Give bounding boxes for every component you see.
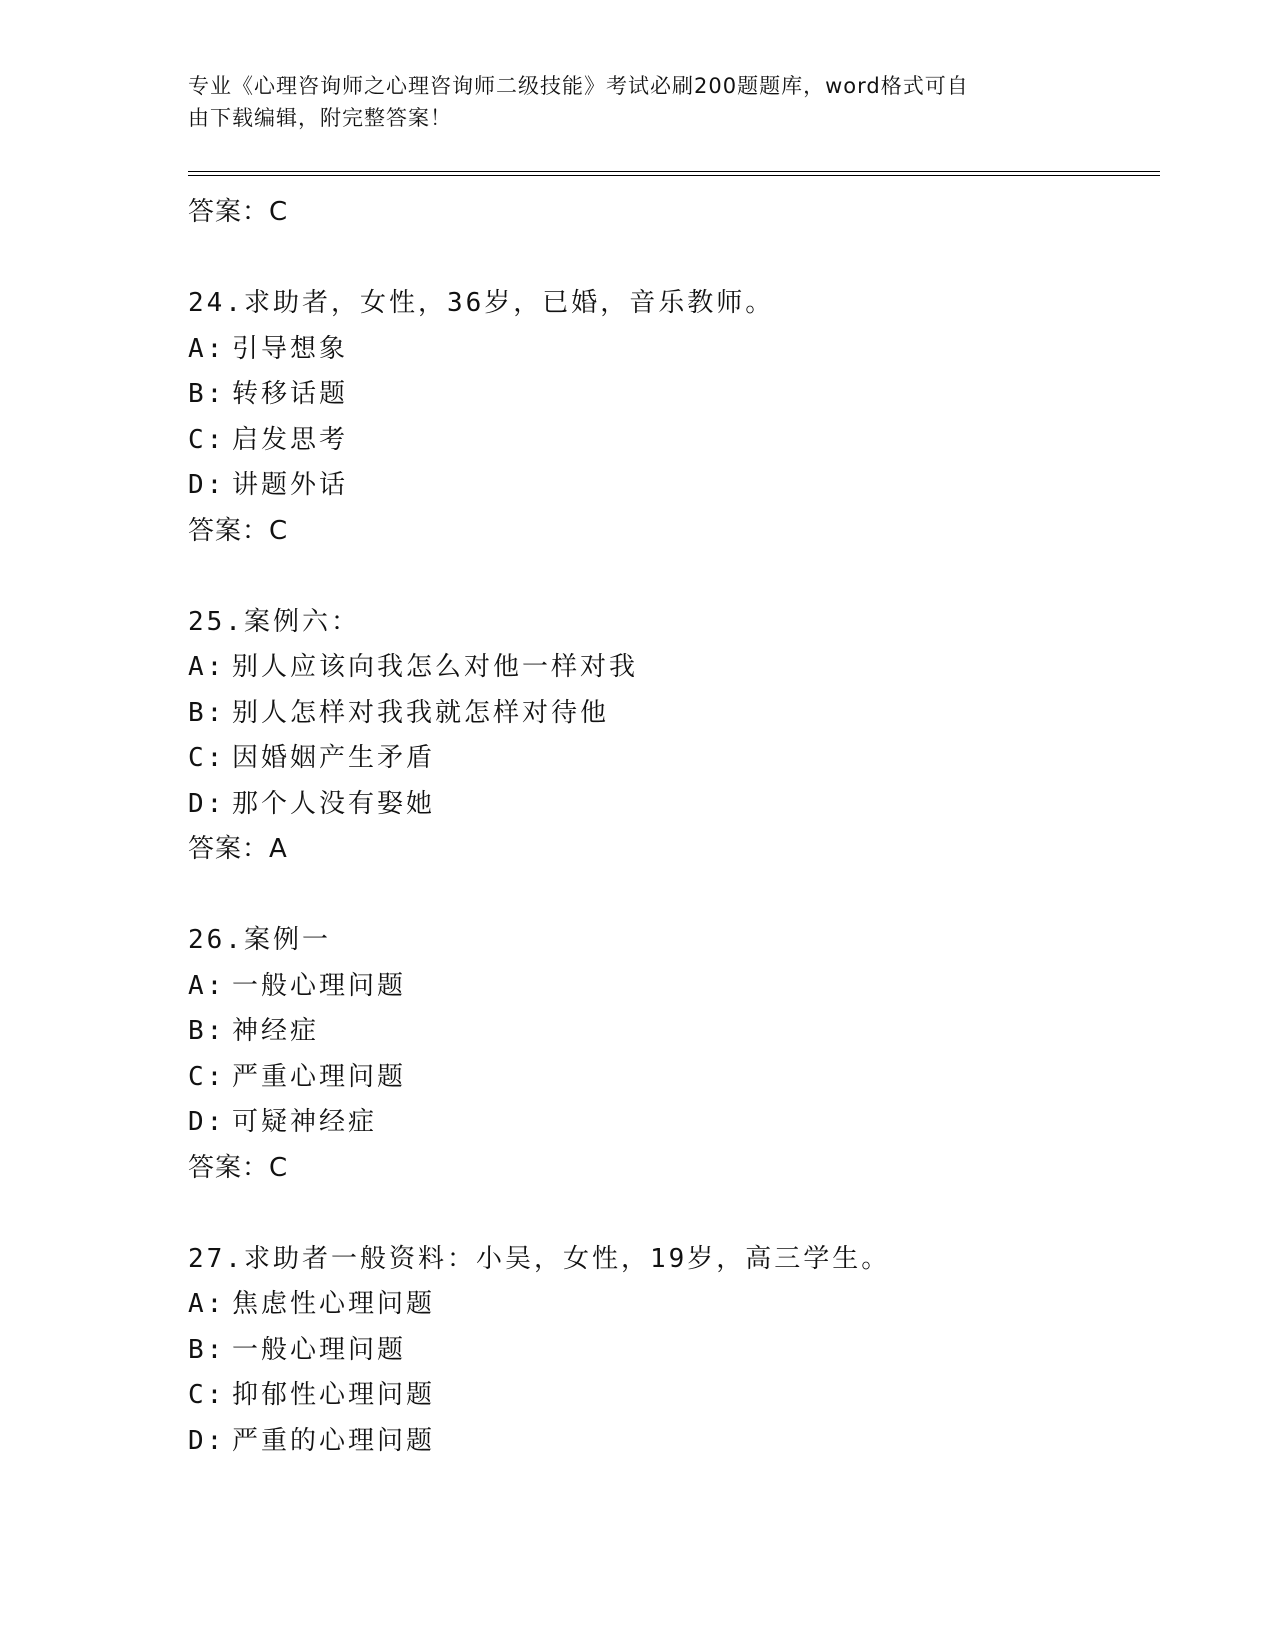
option-letter: C: xyxy=(188,1380,226,1410)
option-letter: C: xyxy=(188,424,226,455)
question-block xyxy=(188,918,1148,1191)
option-text: 因婚姻产生矛盾 xyxy=(232,743,436,773)
option-a xyxy=(188,964,1148,1010)
answer-line: 答案：A xyxy=(188,834,288,864)
option-text: 引导想象 xyxy=(232,333,349,364)
question-stem: 25.案例六： xyxy=(188,606,360,637)
option-a xyxy=(188,645,1148,691)
option-text: 严重心理问题 xyxy=(232,1061,407,1092)
option-a xyxy=(188,327,1148,373)
option-letter: D: xyxy=(188,1107,226,1137)
question-stem: 26.案例一 xyxy=(188,925,331,955)
header-line-1: 专业《心理咨询师之心理咨询师二级技能》考试必刷200题题库，word格式可自 xyxy=(188,74,969,98)
option-letter: B: xyxy=(188,697,226,728)
option-text: 一般心理问题 xyxy=(232,1334,407,1365)
option-letter: C: xyxy=(188,1061,226,1092)
option-text: 神经症 xyxy=(232,1016,320,1046)
question-list xyxy=(188,190,1148,1464)
header-rule-bottom xyxy=(188,175,1160,176)
spacer xyxy=(188,235,1148,281)
option-text: 启发思考 xyxy=(232,424,349,455)
question-block xyxy=(188,1237,1148,1465)
document-header xyxy=(188,70,1068,134)
option-text: 讲题外话 xyxy=(232,470,349,500)
option-c xyxy=(188,418,1148,464)
header-line-2: 由下载编辑，附完整答案！ xyxy=(188,106,452,130)
option-text: 一般心理问题 xyxy=(232,970,407,1001)
option-d xyxy=(188,782,1148,828)
option-letter: B: xyxy=(188,1334,226,1365)
option-b xyxy=(188,1328,1148,1374)
spacer xyxy=(188,1191,1148,1237)
answer-line: 答案：C xyxy=(188,197,289,227)
option-c xyxy=(188,736,1148,782)
answer-line: 答案：C xyxy=(188,515,289,546)
option-text: 别人怎样对我我就怎样对待他 xyxy=(232,697,610,728)
question-stem: 24.求助者，女性，36岁，已婚，音乐教师。 xyxy=(188,288,775,318)
option-letter: B: xyxy=(188,379,226,409)
option-letter: C: xyxy=(188,743,226,773)
option-text: 抑郁性心理问题 xyxy=(232,1380,436,1410)
option-text: 别人应该向我怎么对他一样对我 xyxy=(232,652,639,682)
option-text: 转移话题 xyxy=(232,379,349,409)
option-d xyxy=(188,1419,1148,1465)
question-block xyxy=(188,600,1148,873)
option-letter: B: xyxy=(188,1016,226,1046)
option-letter: A: xyxy=(188,970,226,1001)
answer-line: 答案：C xyxy=(188,1152,289,1183)
option-a xyxy=(188,1282,1148,1328)
option-letter: A: xyxy=(188,652,226,682)
spacer xyxy=(188,554,1148,600)
option-d xyxy=(188,1100,1148,1146)
option-text: 严重的心理问题 xyxy=(232,1425,436,1456)
option-b xyxy=(188,691,1148,737)
spacer xyxy=(188,872,1148,918)
question-block xyxy=(188,281,1148,554)
option-c xyxy=(188,1373,1148,1419)
option-text: 焦虑性心理问题 xyxy=(232,1289,436,1319)
option-b xyxy=(188,372,1148,418)
header-rule-top xyxy=(188,171,1160,172)
option-b xyxy=(188,1009,1148,1055)
option-letter: D: xyxy=(188,470,226,500)
option-text: 可疑神经症 xyxy=(232,1107,378,1137)
option-d xyxy=(188,463,1148,509)
option-letter: D: xyxy=(188,1425,226,1456)
option-letter: A: xyxy=(188,1289,226,1319)
option-text: 那个人没有娶她 xyxy=(232,788,436,819)
question-stem: 27.求助者一般资料：小吴，女性，19岁，高三学生。 xyxy=(188,1243,891,1274)
option-letter: D: xyxy=(188,788,226,819)
option-c xyxy=(188,1055,1148,1101)
option-letter: A: xyxy=(188,333,226,364)
